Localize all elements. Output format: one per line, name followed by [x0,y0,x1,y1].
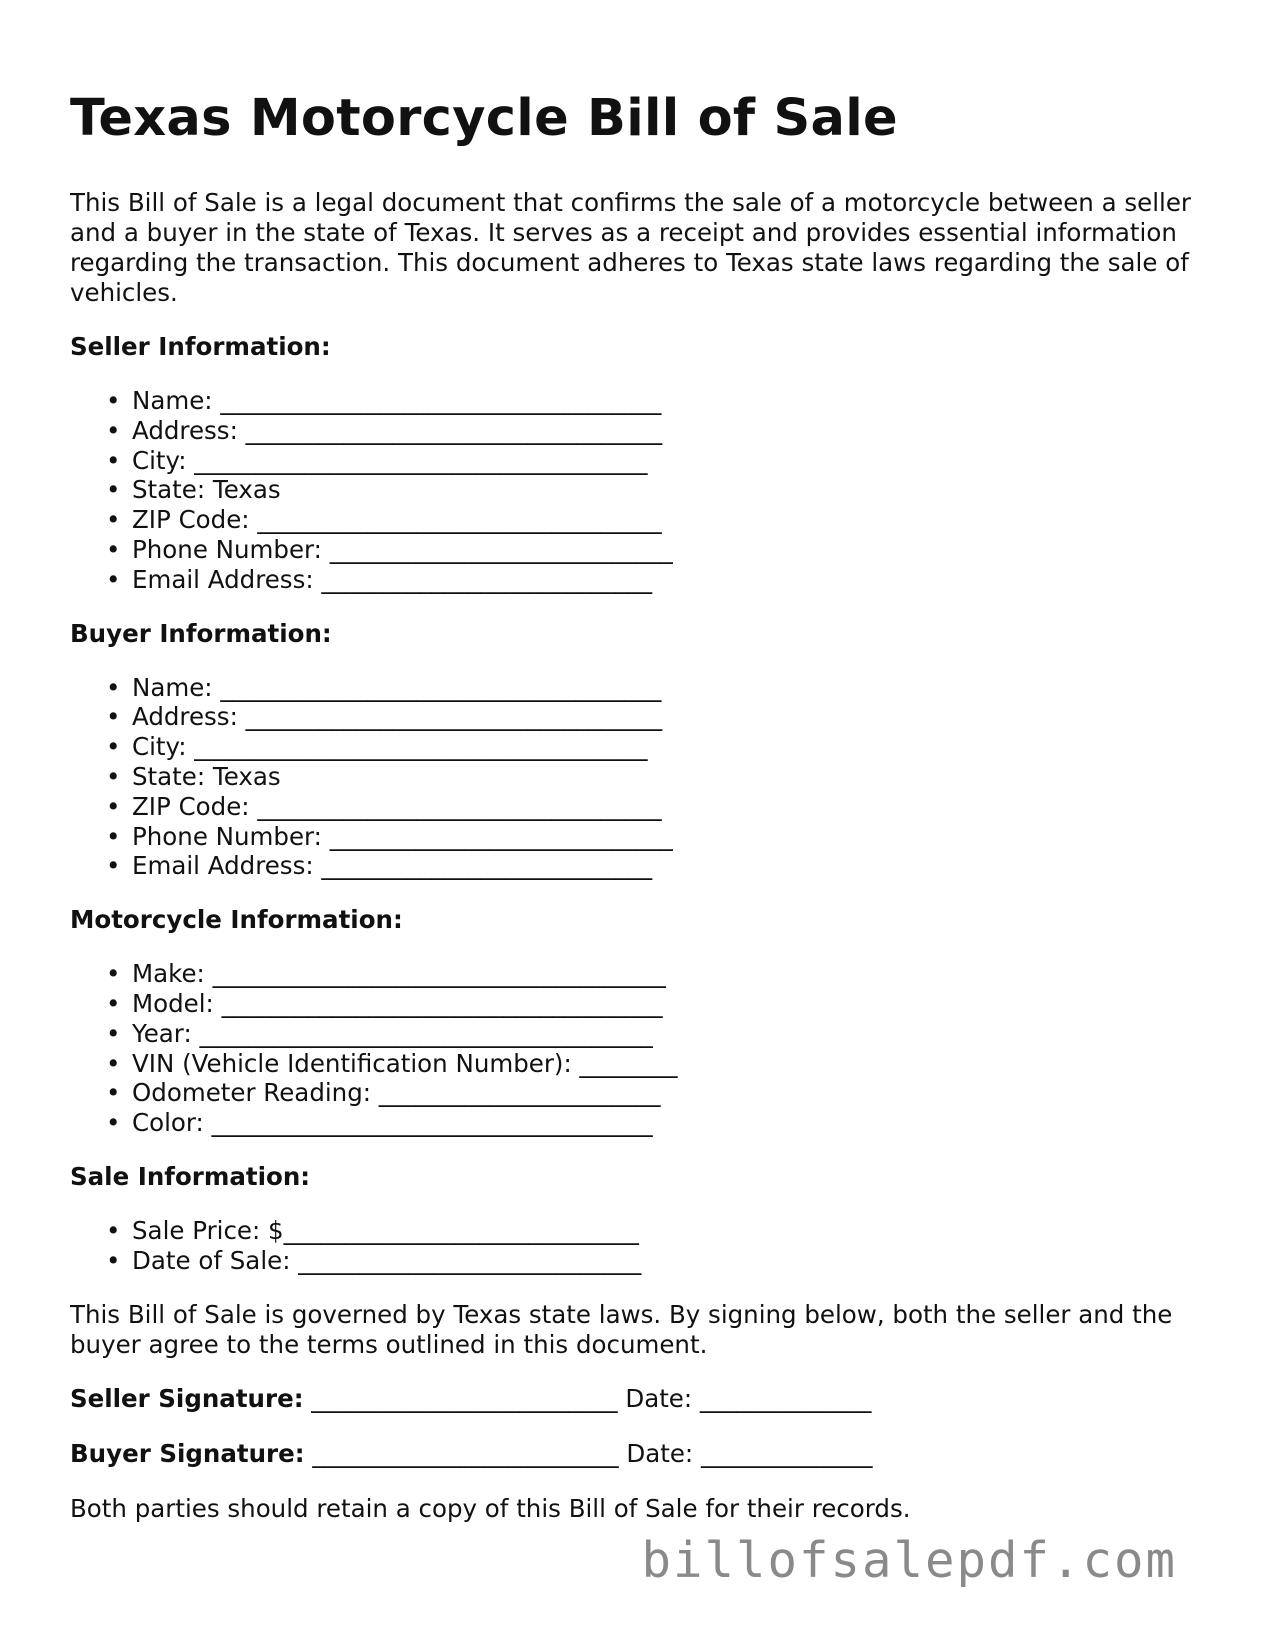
motorcycle-model-field[interactable] [106,988,1210,1019]
seller-signature-blanks: _________________________ Date: ______________ [303,1383,872,1413]
buyer-state-field [106,761,1210,792]
motorcycle-odometer-field[interactable] [106,1078,1210,1108]
field-text: Address: __________________________________ [132,702,663,732]
bullet-icon: • [106,415,121,445]
sale-section-heading: Sale Information: [70,1161,311,1191]
buyer-name-field[interactable] [106,672,1210,703]
bullet-icon: • [106,564,121,594]
motorcycle-make-field[interactable] [106,959,1210,989]
motorcycle-year-field[interactable] [106,1018,1210,1049]
document-page [70,84,1210,1524]
bullet-icon: • [106,505,121,535]
field-text: ZIP Code: _________________________________ [132,505,662,535]
motorcycle-color-field[interactable] [106,1108,1210,1138]
buyer-section-heading: Buyer Information: [70,618,332,648]
motorcycle-vin-field[interactable] [106,1048,1210,1079]
site-watermark: billofsalepdf.com [641,1532,1177,1589]
buyer-signature-line[interactable] [70,1439,1210,1469]
seller-name-field[interactable] [106,386,1210,416]
seller-section-heading: Seller Information: [70,332,331,361]
field-text: VIN (Vehicle Identification Number): ________ [132,1048,678,1078]
field-text: City: _____________________________________ [132,445,648,475]
bullet-icon: • [106,475,121,505]
buyer-email-field[interactable] [106,851,1210,881]
sale-field-list [70,1216,1210,1276]
document-title: Texas Motorcycle Bill of Sale [70,89,898,148]
motorcycle-field-list [70,959,1210,1138]
buyer-phone-field[interactable] [106,821,1210,852]
seller-state-field [106,475,1210,505]
field-text: Email Address: ___________________________ [132,564,653,594]
seller-email-field[interactable] [106,564,1210,595]
bullet-icon: • [106,672,121,702]
bullet-icon: • [106,732,121,762]
retention-note: Both parties should retain a copy of this Bill of Sale for their records. [70,1493,911,1523]
seller-address-field[interactable] [106,415,1210,446]
sale-price-field[interactable] [106,1215,1210,1246]
field-text: Email Address: ___________________________ [132,851,653,881]
buyer-signature-blanks: _________________________ Date: ______________ [304,1438,873,1468]
field-text: Model: ____________________________________ [132,988,663,1018]
seller-signature-line[interactable] [70,1384,1210,1414]
field-text: Odometer Reading: _______________________ [132,1078,661,1108]
sale-date-field[interactable] [106,1245,1210,1276]
bullet-icon: • [106,959,121,989]
seller-field-list [70,386,1210,595]
bullet-icon: • [106,534,121,564]
bullet-icon: • [106,791,121,821]
field-text: Sale Price: $_____________________________ [132,1215,639,1245]
bullet-icon: • [106,1108,121,1138]
field-text: ZIP Code: _________________________________ [132,791,662,821]
bullet-icon: • [106,1048,121,1078]
bullet-icon: • [106,851,121,881]
seller-city-field[interactable] [106,445,1210,476]
field-text: State: Texas [132,761,281,791]
buyer-city-field[interactable] [106,732,1210,762]
intro-paragraph: This Bill of Sale is a legal document that confirms the sale of a motorcycle between a seller and a buyer in the state of Texas. It serves as a receipt and provides essential information regarding the transaction. This document adheres to Texas state laws regarding the sale of vehicles. [70,188,1191,307]
field-text: Name: ____________________________________ [132,672,662,702]
closing-paragraph: This Bill of Sale is governed by Texas state laws. By signing below, both the seller and the buyer agree to the terms outlined in this document. [70,1299,1173,1359]
field-text: Color: ____________________________________ [132,1108,653,1138]
bullet-icon: • [106,1215,121,1245]
bullet-icon: • [106,1078,121,1108]
seller-phone-field[interactable] [106,534,1210,565]
field-text: Name: ____________________________________ [132,386,662,415]
field-text: Year: _____________________________________ [132,1018,653,1048]
field-text: State: Texas [132,475,281,505]
field-text: Phone Number: ____________________________ [132,821,673,851]
bullet-icon: • [106,821,121,851]
motorcycle-section-heading: Motorcycle Information: [70,905,403,935]
seller-zip-field[interactable] [106,505,1210,535]
bullet-icon: • [106,445,121,475]
bullet-icon: • [106,1245,121,1275]
field-text: City: _____________________________________ [132,732,648,762]
bullet-icon: • [106,988,121,1018]
bullet-icon: • [106,386,121,415]
bullet-icon: • [106,1018,121,1048]
buyer-zip-field[interactable] [106,791,1210,822]
field-text: Address: __________________________________ [132,415,663,445]
field-text: Make: _____________________________________ [132,959,666,989]
bullet-icon: • [106,761,121,791]
seller-signature-label: Seller Signature: [70,1383,304,1413]
buyer-signature-label: Buyer Signature: [70,1438,305,1468]
buyer-address-field[interactable] [106,702,1210,732]
field-text: Date of Sale: ____________________________ [132,1245,642,1275]
buyer-field-list [70,673,1210,882]
bullet-icon: • [106,702,121,732]
field-text: Phone Number: ____________________________ [132,534,673,564]
